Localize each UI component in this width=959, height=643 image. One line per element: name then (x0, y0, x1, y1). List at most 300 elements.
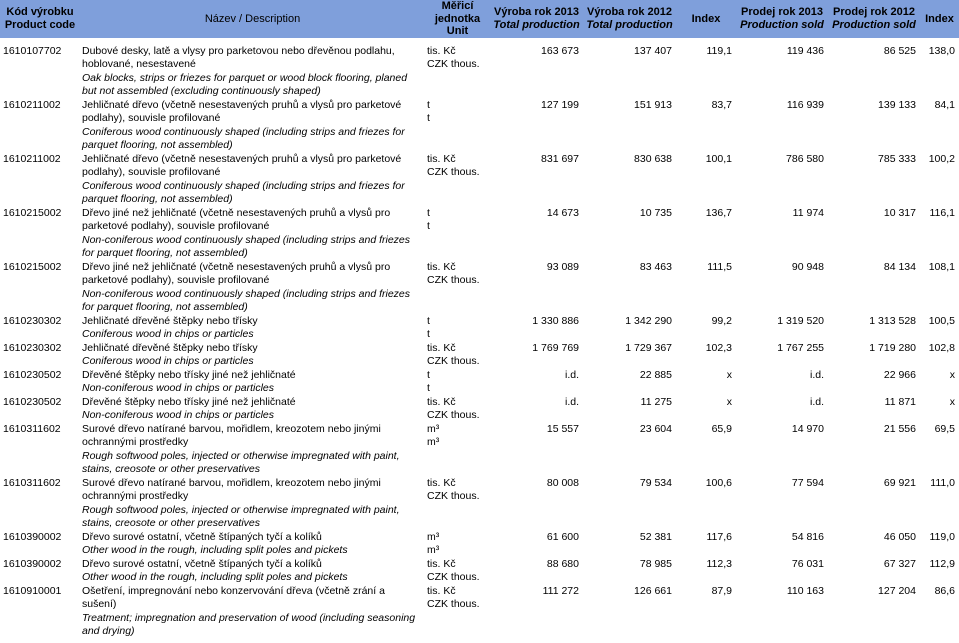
product-code: 1610211002 (3, 98, 61, 111)
sold-2013: 119 436 (786, 44, 824, 57)
sold-2012-cell (828, 207, 920, 261)
production-2013-cell (490, 423, 583, 477)
description-cz: Dubové desky, latě a vlysy pro parketovou nebo dřevěnou podlahu, hoblované, nesestavené (82, 44, 395, 70)
index-production: 83,7 (711, 98, 732, 111)
production-2012-cell (583, 261, 676, 315)
unit-cz: tis. Kč (427, 152, 456, 165)
unit-cell (425, 261, 490, 315)
unit-cell (425, 99, 490, 153)
unit-en: CZK thous. (427, 571, 480, 583)
description-en: Treatment; impregnation and preservation of wood (including seasoning and drying) (82, 611, 416, 637)
index-production-cell (676, 99, 736, 153)
production-2013-cell (490, 315, 583, 342)
description-en: Coniferous wood continuously shaped (including strips and friezes for parquet flooring, not assembled) (82, 125, 405, 151)
product-code: 1610311602 (3, 422, 61, 435)
description-cell (80, 423, 425, 477)
sold-2013: 1 319 520 (777, 314, 824, 327)
sold-2013-cell (736, 369, 828, 396)
description-en: Rough softwood poles, injected or otherwise impregnated with paint, stains, creosote or other preservatives (82, 449, 400, 475)
production-2013: 93 089 (546, 260, 579, 273)
index-sold-cell (920, 531, 959, 558)
table-row (0, 585, 959, 639)
index-production: 99,2 (711, 314, 732, 327)
production-2012: 10 735 (639, 206, 672, 219)
production-2013-cell (490, 99, 583, 153)
table-row (0, 153, 959, 207)
sold-2013: 54 816 (791, 530, 824, 543)
product-code: 1610215002 (3, 206, 62, 219)
product-code-cell (0, 207, 80, 261)
unit-en: CZK thous. (427, 274, 480, 286)
table-row (0, 315, 959, 342)
sold-2013-cell (736, 315, 828, 342)
description-en: Coniferous wood in chips or particles (82, 328, 254, 340)
production-2013: i.d. (564, 395, 579, 408)
unit-cz: tis. Kč (427, 476, 456, 489)
unit-en: CZK thous. (427, 58, 480, 70)
product-code-cell (0, 153, 80, 207)
index-production-cell (676, 423, 736, 477)
index-production: x (726, 395, 732, 408)
product-code-cell (0, 531, 80, 558)
index-sold: 138,0 (928, 44, 955, 57)
production-2012-cell (583, 396, 676, 423)
index-sold: 69,5 (934, 422, 955, 435)
product-code-cell (0, 315, 80, 342)
index-sold: x (949, 395, 955, 408)
description-cell (80, 342, 425, 369)
description-cz: Dřevo surové ostatní, včetně štípaných tyčí a kolíků (82, 557, 322, 570)
description-cz: Jehličnaté dřevěné štěpky nebo třísky (82, 341, 258, 354)
index-sold: 108,1 (928, 260, 955, 273)
product-code-cell (0, 369, 80, 396)
product-code-cell (0, 261, 80, 315)
product-code-cell (0, 558, 80, 585)
description-en: Non-coniferous wood in chips or particles (82, 382, 275, 394)
description-cz: Jehličnaté dřevo (včetně nesestavených pruhů a vlysů pro parketové podlahy), souvisle profilované (82, 98, 402, 124)
production-2012: 83 463 (639, 260, 672, 273)
description-cz: Dřevo jiné než jehličnaté (včetně nesestavených pruhů a vlysů pro parketové podlahy), souvisle profilované (82, 260, 391, 286)
index-production: 87,9 (711, 584, 732, 597)
description-cell (80, 153, 425, 207)
sold-2012: 21 556 (883, 422, 916, 435)
product-code: 1610311602 (3, 476, 61, 489)
index-production: 119,1 (706, 44, 732, 57)
sold-2013-cell (736, 585, 828, 639)
index-sold-cell (920, 396, 959, 423)
index-sold-cell (920, 207, 959, 261)
unit-en: CZK thous. (427, 409, 480, 421)
unit-cz: t (427, 368, 430, 381)
sold-2012-cell (828, 153, 920, 207)
production-2012: 52 381 (639, 530, 672, 543)
sold-2013-cell (736, 477, 828, 531)
production-2012-cell (583, 369, 676, 396)
production-2012-cell (583, 315, 676, 342)
table-row (0, 396, 959, 423)
unit-cz: t (427, 98, 430, 111)
production-2012: 22 885 (639, 368, 672, 381)
header-unit: Měřicí jednotka Unit (425, 0, 490, 38)
unit-en: CZK thous. (427, 598, 480, 610)
description-en: Rough softwood poles, injected or otherwise impregnated with paint, stains, creosote or other preservatives (82, 503, 400, 529)
description-en: Coniferous wood in chips or particles (82, 355, 254, 367)
index-production: 100,1 (705, 152, 732, 165)
production-2012: 1 729 367 (625, 341, 672, 354)
table-row (0, 531, 959, 558)
unit-en: t (427, 328, 430, 340)
description-cz: Ošetření, impregnování nebo konzervování dřeva (včetně zrání a sušení) (82, 584, 385, 610)
description-en: Coniferous wood continuously shaped (including strips and friezes for parquet flooring, not assembled) (82, 179, 405, 205)
production-2012-cell (583, 531, 676, 558)
sold-2013: 14 970 (791, 422, 824, 435)
table-row (0, 261, 959, 315)
index-production: 111,5 (707, 260, 732, 273)
production-2012: 137 407 (634, 44, 672, 57)
description-cz: Jehličnaté dřevěné štěpky nebo třísky (82, 314, 258, 327)
index-production: 102,3 (705, 341, 732, 354)
production-2012: 23 604 (639, 422, 672, 435)
production-2013: 1 769 769 (532, 341, 579, 354)
index-sold-cell (920, 153, 959, 207)
unit-cell (425, 477, 490, 531)
unit-cz: m³ (427, 422, 440, 435)
production-2012: 79 534 (639, 476, 672, 489)
sold-2013-cell (736, 45, 828, 99)
production-2012-cell (583, 342, 676, 369)
production-2012: 151 913 (634, 98, 672, 111)
description-en: Non-coniferous wood continuously shaped (including strips and friezes for parquet flooring, not assembled) (82, 233, 411, 259)
unit-en: m³ (427, 544, 440, 556)
unit-cell (425, 369, 490, 396)
table-row (0, 342, 959, 369)
header-production-2012: Výroba rok 2012 Total production (583, 0, 676, 38)
sold-2013: 110 163 (786, 584, 824, 597)
index-production-cell (676, 531, 736, 558)
sold-2012-cell (828, 477, 920, 531)
sold-2013-cell (736, 342, 828, 369)
product-code-cell (0, 45, 80, 99)
production-2012: 78 985 (639, 557, 672, 570)
unit-cell (425, 585, 490, 639)
index-sold-cell (920, 558, 959, 585)
description-cell (80, 396, 425, 423)
sold-2012: 1 313 528 (869, 314, 916, 327)
unit-cell (425, 45, 490, 99)
index-production-cell (676, 342, 736, 369)
unit-cz: tis. Kč (427, 584, 456, 597)
index-sold: 100,5 (928, 314, 955, 327)
index-production-cell (676, 45, 736, 99)
sold-2013-cell (736, 396, 828, 423)
sold-2012: 127 204 (878, 584, 916, 597)
sold-2013-cell (736, 153, 828, 207)
header-description: Název / Description (80, 0, 425, 38)
description-cz: Dřevo surové ostatní, včetně štípaných tyčí a kolíků (82, 530, 322, 543)
sold-2012: 10 317 (883, 206, 916, 219)
index-production-cell (676, 369, 736, 396)
product-code: 1610215002 (3, 260, 62, 273)
sold-2012-cell (828, 396, 920, 423)
unit-cz: tis. Kč (427, 395, 456, 408)
unit-cz: m³ (427, 530, 440, 543)
index-sold-cell (920, 423, 959, 477)
description-cz: Jehličnaté dřevo (včetně nesestavených pruhů a vlysů pro parketové podlahy), souvisle profilované (82, 152, 402, 178)
production-2013-cell (490, 585, 583, 639)
description-cell (80, 585, 425, 639)
sold-2012: 785 333 (878, 152, 916, 165)
index-sold-cell (920, 585, 959, 639)
index-production: 117,6 (706, 530, 732, 543)
sold-2013: 11 974 (792, 206, 824, 219)
sold-2013: 786 580 (786, 152, 824, 165)
unit-cz: tis. Kč (427, 557, 456, 570)
index-sold-cell (920, 369, 959, 396)
index-production: 65,9 (711, 422, 732, 435)
unit-en: t (427, 220, 430, 232)
description-cell (80, 369, 425, 396)
index-sold-cell (920, 477, 959, 531)
unit-cell (425, 342, 490, 369)
description-cz: Surové dřevo natírané barvou, mořidlem, kreozotem nebo jinými ochrannými prostředky (82, 476, 381, 502)
header-spacer (0, 38, 959, 45)
description-cell (80, 558, 425, 585)
sold-2012: 46 050 (883, 530, 916, 543)
production-2013: 14 673 (546, 206, 579, 219)
index-production-cell (676, 153, 736, 207)
unit-cz: tis. Kč (427, 260, 456, 273)
description-cell (80, 477, 425, 531)
unit-en: m³ (427, 436, 440, 448)
production-2013: 61 600 (546, 530, 579, 543)
production-2013-cell (490, 396, 583, 423)
production-2012: 1 342 290 (625, 314, 672, 327)
index-sold: 112,9 (929, 557, 955, 570)
product-code-cell (0, 342, 80, 369)
product-code: 1610107702 (3, 44, 62, 57)
description-cell (80, 261, 425, 315)
sold-2013: 90 948 (791, 260, 824, 273)
product-code-cell (0, 99, 80, 153)
production-2012-cell (583, 477, 676, 531)
header-sold-2012: Prodej rok 2012 Production sold (828, 0, 920, 38)
sold-2012-cell (828, 99, 920, 153)
table-header (0, 0, 959, 38)
index-sold: 100,2 (928, 152, 955, 165)
production-2012-cell (583, 558, 676, 585)
index-sold: 84,1 (934, 98, 955, 111)
description-cz: Dřevo jiné než jehličnaté (včetně nesestavených pruhů a vlysů pro parketové podlahy), souvisle profilované (82, 206, 391, 232)
description-cell (80, 207, 425, 261)
sold-2012: 69 921 (883, 476, 916, 489)
header-index-production: Index (676, 0, 736, 38)
production-2013-cell (490, 153, 583, 207)
unit-cz: tis. Kč (427, 44, 456, 57)
production-2012-cell (583, 45, 676, 99)
sold-2012: 84 134 (883, 260, 916, 273)
index-sold-cell (920, 342, 959, 369)
production-2013-cell (490, 342, 583, 369)
header-sold-2013: Prodej rok 2013 Production sold (736, 0, 828, 38)
index-production: 112,3 (706, 557, 732, 570)
sold-2013-cell (736, 261, 828, 315)
index-sold-cell (920, 45, 959, 99)
production-2013: i.d. (564, 368, 579, 381)
product-code: 1610910001 (3, 584, 62, 597)
production-2013: 111 272 (542, 584, 579, 597)
production-2013: 163 673 (541, 44, 579, 57)
description-cell (80, 315, 425, 342)
production-2013: 15 557 (546, 422, 579, 435)
index-sold: 111,0 (930, 476, 955, 489)
description-cell (80, 45, 425, 99)
header-production-2013: Výroba rok 2013 Total production (490, 0, 583, 38)
table-row (0, 558, 959, 585)
product-code-cell (0, 423, 80, 477)
unit-cell (425, 396, 490, 423)
production-2012: 11 275 (640, 395, 672, 408)
unit-cell (425, 558, 490, 585)
table-row (0, 477, 959, 531)
unit-en: t (427, 112, 430, 124)
unit-cell (425, 423, 490, 477)
sold-2012: 11 871 (884, 395, 916, 408)
production-2012: 126 661 (634, 584, 672, 597)
production-2013-cell (490, 477, 583, 531)
product-code-cell (0, 585, 80, 639)
unit-cell (425, 153, 490, 207)
table-row (0, 45, 959, 99)
unit-cz: t (427, 314, 430, 327)
index-production-cell (676, 585, 736, 639)
header-index-sold: Index (920, 0, 959, 38)
sold-2012-cell (828, 261, 920, 315)
sold-2012-cell (828, 369, 920, 396)
sold-2013-cell (736, 99, 828, 153)
production-2012: 830 638 (634, 152, 672, 165)
sold-2013: i.d. (809, 368, 824, 381)
production-2013-cell (490, 531, 583, 558)
table-row (0, 207, 959, 261)
unit-cz: tis. Kč (427, 341, 456, 354)
unit-cell (425, 207, 490, 261)
product-code: 1610230302 (3, 341, 62, 354)
sold-2012-cell (828, 315, 920, 342)
unit-en: CZK thous. (427, 166, 480, 178)
unit-cell (425, 315, 490, 342)
production-2013-cell (490, 369, 583, 396)
index-production: 136,7 (705, 206, 732, 219)
description-en: Other wood in the rough, including split poles and pickets (82, 571, 348, 583)
description-en: Oak blocks, strips or friezes for parquet or wood block flooring, planed but not assembled (excluding continuously shaped) (82, 71, 408, 97)
sold-2012: 67 327 (883, 557, 916, 570)
sold-2012: 86 525 (883, 44, 916, 57)
index-sold-cell (920, 99, 959, 153)
index-production-cell (676, 207, 736, 261)
production-2013: 831 697 (541, 152, 579, 165)
sold-2012: 22 966 (883, 368, 916, 381)
product-code-cell (0, 477, 80, 531)
production-2012-cell (583, 423, 676, 477)
index-sold: 102,8 (928, 341, 955, 354)
product-code: 1610211002 (3, 152, 61, 165)
production-2013-cell (490, 261, 583, 315)
production-2012-cell (583, 585, 676, 639)
description-en: Non-coniferous wood in chips or particles (82, 409, 275, 421)
index-production: 100,6 (705, 476, 732, 489)
sold-2012: 139 133 (878, 98, 916, 111)
product-code-cell (0, 396, 80, 423)
description-cell (80, 99, 425, 153)
description-en: Non-coniferous wood continuously shaped (including strips and friezes for parquet flooring, not assembled) (82, 287, 411, 313)
index-production-cell (676, 396, 736, 423)
unit-cz: t (427, 206, 430, 219)
production-2012-cell (583, 99, 676, 153)
unit-en: CZK thous. (427, 490, 480, 502)
production-2013-cell (490, 558, 583, 585)
index-sold-cell (920, 261, 959, 315)
index-production-cell (676, 261, 736, 315)
index-production-cell (676, 477, 736, 531)
sold-2012-cell (828, 585, 920, 639)
production-2013: 88 680 (546, 557, 579, 570)
sold-2013: 1 767 255 (777, 341, 824, 354)
sold-2012-cell (828, 423, 920, 477)
description-en: Other wood in the rough, including split poles and pickets (82, 544, 348, 556)
production-2013: 1 330 886 (532, 314, 579, 327)
sold-2012-cell (828, 531, 920, 558)
production-2012-cell (583, 207, 676, 261)
sold-2012-cell (828, 558, 920, 585)
sold-2013-cell (736, 207, 828, 261)
unit-cell (425, 531, 490, 558)
production-2013: 80 008 (546, 476, 579, 489)
index-sold: 116,1 (929, 206, 955, 219)
production-2012-cell (583, 153, 676, 207)
sold-2013-cell (736, 531, 828, 558)
sold-2013: 76 031 (791, 557, 824, 570)
table-row (0, 369, 959, 396)
production-2013: 127 199 (541, 98, 579, 111)
description-cz: Surové dřevo natírané barvou, mořidlem, kreozotem nebo jinými ochrannými prostředky (82, 422, 381, 448)
sold-2013: 116 939 (786, 98, 824, 111)
sold-2012-cell (828, 45, 920, 99)
unit-en: t (427, 382, 430, 394)
index-production: x (726, 368, 732, 381)
product-code: 1610230302 (3, 314, 62, 327)
sold-2013: i.d. (809, 395, 824, 408)
sold-2012: 1 719 280 (869, 341, 916, 354)
unit-en: CZK thous. (427, 355, 480, 367)
product-code: 1610230502 (3, 368, 62, 381)
header-code: Kód výrobku Product code (0, 0, 80, 38)
sold-2012-cell (828, 342, 920, 369)
table-row (0, 423, 959, 477)
index-sold: 119,0 (929, 530, 955, 543)
product-code: 1610390002 (3, 557, 62, 570)
index-sold-cell (920, 315, 959, 342)
sold-2013-cell (736, 423, 828, 477)
table-row (0, 99, 959, 153)
product-code: 1610230502 (3, 395, 62, 408)
production-2013-cell (490, 207, 583, 261)
index-sold: 86,6 (934, 584, 955, 597)
sold-2013-cell (736, 558, 828, 585)
index-production-cell (676, 315, 736, 342)
index-production-cell (676, 558, 736, 585)
product-code: 1610390002 (3, 530, 62, 543)
description-cell (80, 531, 425, 558)
